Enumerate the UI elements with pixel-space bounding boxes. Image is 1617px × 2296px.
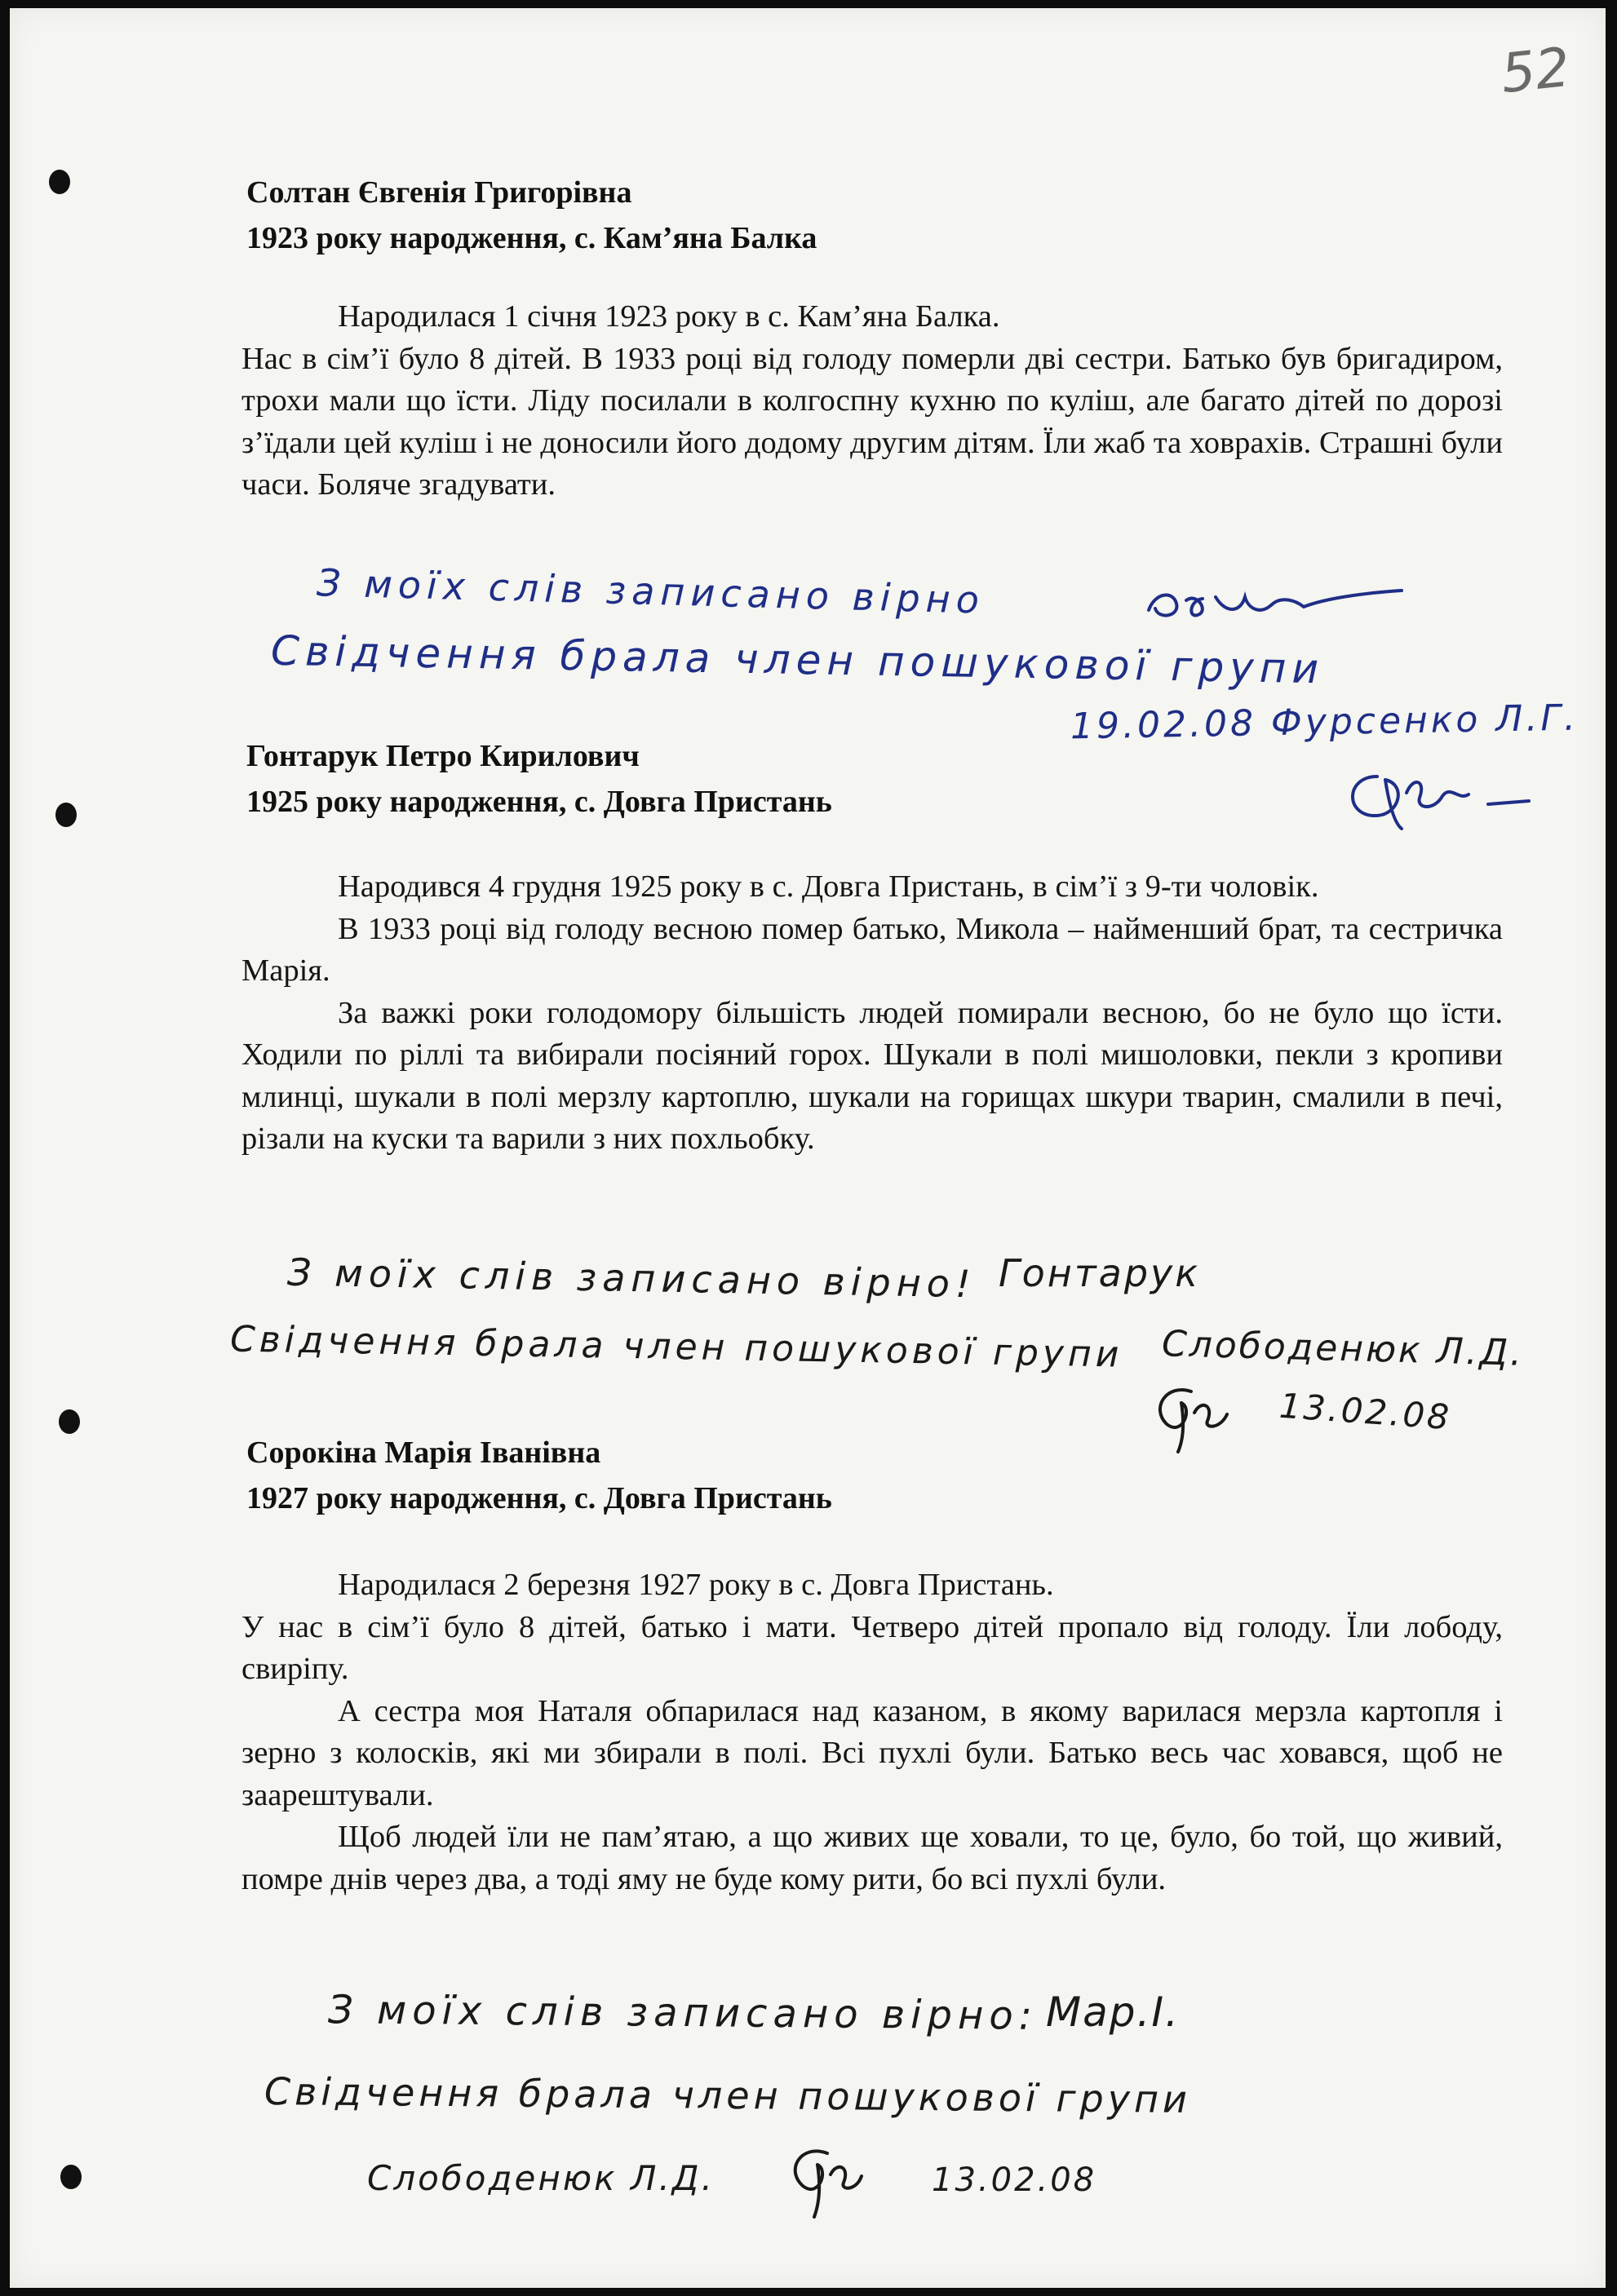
person-name: Гонтарук Петро Кирилович	[246, 739, 640, 773]
entry-header	[246, 733, 832, 825]
person-birth-info: 1925 року народження, с. Довга Пристань	[246, 785, 832, 819]
punch-hole-upper	[55, 803, 77, 827]
paragraph: А сестра моя Наталя обпарилася над казаном, в якому варилася мерзла картопля і зерно з колосків, які ми збирали в полі. Всі пухлі були. Батько весь час ховався, щоб не заарештували.	[241, 1693, 1503, 1812]
document-page	[10, 8, 1606, 2288]
paragraph: У нас в сім’ї було 8 дітей, батько і мати. Четверо дітей пропало від голоду. Їли лободу, свиріпу.	[241, 1609, 1503, 1686]
handwritten-signature-name: Мар.І.	[1046, 1989, 1181, 2036]
testimony-text	[241, 1564, 1503, 1900]
handwritten-recorder-name: Слободенюк Л.Д.	[367, 2158, 715, 2198]
paragraph: За важкі роки голодомору більшість людей помирали весною, бо не було що їсти. Ходили по ріллі та вибирали посіяний горох. Шукали в полі мишоловки, пекли з кропиви млинці, шукали в полі мерзлу картоплю, шукали на горищах шкури тварин, смалили в печі, різали на куски та варили з них похльобку.	[241, 995, 1503, 1156]
paragraph: Народився 4 грудня 1925 року в с. Довга Пристань, в сім’ї з 9-ти чоловік.	[338, 869, 1319, 904]
person-birth-info: 1923 року народження, с. Кам’яна Балка	[246, 221, 817, 255]
handwritten-date: 13.02.08	[932, 2161, 1097, 2199]
recorder-signature-icon	[1328, 744, 1540, 834]
handwritten-witness-note: Свідчення брала член пошукової групи	[229, 1318, 1123, 1376]
paragraph: Щоб людей їли не пам’ятаю, а що живих ще ховали, то це, було, бо той, що живий, помре днів через два, а тоді яму не буде кому рити, бо всі пухлі були.	[241, 1820, 1503, 1896]
punch-hole-bottom	[60, 2165, 82, 2189]
person-name: Сорокіна Марія Іванівна	[246, 1436, 601, 1470]
page-number: 52	[1498, 35, 1573, 106]
handwritten-signature-name: Гонтарук	[999, 1251, 1201, 1295]
punch-hole-top	[49, 170, 70, 194]
entry-header	[246, 1430, 832, 1521]
paragraph: Народилася 2 березня 1927 року в с. Довга Пристань.	[338, 1568, 1054, 1602]
recorder-signature-icon	[1142, 1375, 1232, 1457]
witness-signature-icon	[1141, 576, 1410, 633]
handwritten-recorder-name: Слободенюк Л.Д.	[1161, 1323, 1525, 1374]
handwritten-witness-note: Свідчення брала член пошукової групи	[270, 626, 1325, 693]
paragraph: В 1933 році від голоду весною помер батько, Микола – найменший брат, та сестричка Марія.	[241, 911, 1503, 988]
handwritten-attestation: З моїх слів записано вірно!	[286, 1250, 977, 1307]
paragraph: Народилася 1 січня 1923 року в с. Кам’яна Балка.	[338, 299, 1000, 334]
punch-hole-lower	[59, 1409, 80, 1434]
testimony-text	[241, 296, 1503, 507]
testimony-text	[241, 866, 1503, 1161]
recorder-signature-icon	[777, 2134, 866, 2223]
entry-header	[246, 170, 817, 261]
handwritten-attestation: З моїх слів записано вірно	[316, 560, 986, 622]
person-name: Солтан Євгенія Григорівна	[246, 175, 632, 210]
handwritten-witness-note: Свідчення брала член пошукової групи	[264, 2069, 1192, 2121]
handwritten-date-recorder: 19.02.08 Фурсенко Л.Г.	[1070, 697, 1579, 748]
paragraph: Нас в сім’ї було 8 дітей. В 1933 році від голоду померли дві сестри. Батько був бригадиром, трохи мали що їсти. Ліду посилали в колгоспну кухню по куліш, але багато дітей по дорозі з’їдали цей куліш і не доносили його додому другим дітям. Їли жаб та ховрахів. Страшні були часи. Боляче згадувати.	[241, 341, 1503, 502]
person-birth-info: 1927 року народження, с. Довга Пристань	[246, 1481, 832, 1515]
handwritten-attestation: З моїх слів записано вірно:	[327, 1987, 1039, 2039]
handwritten-date: 13.02.08	[1278, 1385, 1453, 1438]
